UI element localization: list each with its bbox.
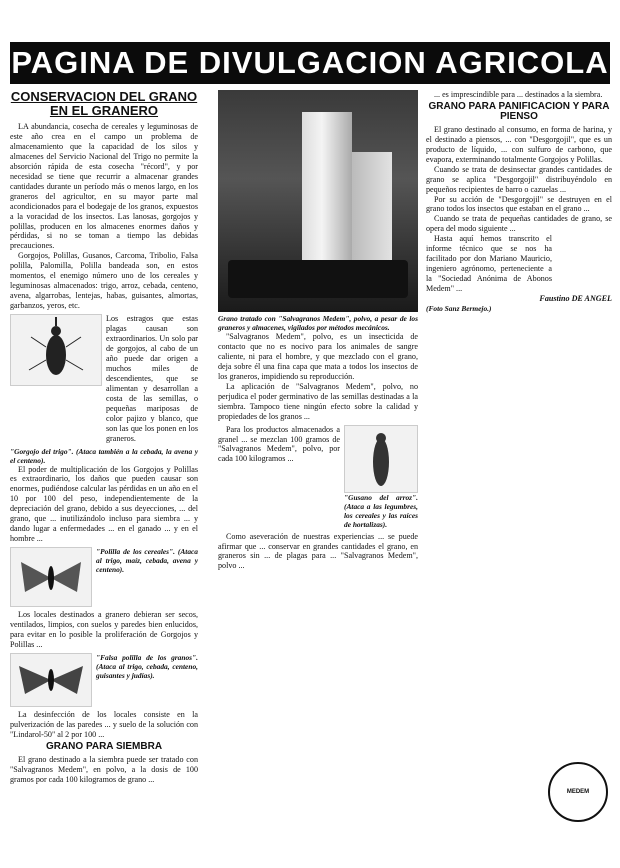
paragraph: La aplicación de "Salvagranos Medem", polvo, no perjudica el poder germinativo de las semillas destinadas a la siembra. Tampoco tiene ningún efecto sobre la calidad y propiedades de los granos ... <box>218 381 418 421</box>
caption-photo: Grano tratado con "Salvagranos Medem", polvo, a pesar de los graneros y almacenes, vigilados por métodos mecánicos. <box>218 314 418 332</box>
false-moth-illustration <box>10 653 92 707</box>
caption-gorgojo: "Gorgojo del trigo". (Ataca también a la cebada, la avena y el centeno). <box>10 446 198 465</box>
paragraph: Hasta aquí hemos transcrito el informe técnico que se nos ha facilitado por don Mariano Mauricio, ingeniero agrónomo, perteneciente a la "Sociedad Anónima de Abonos Medem" ... <box>426 234 552 294</box>
paragraph: Como aseveración de nuestras experiencias ... se puede afirmar que ... conservar en grandes cantidades el grano, en graneros sin ... de plagas para ... "Salvagranos Medem", polvo ... <box>218 531 418 571</box>
worm-illustration <box>344 425 418 493</box>
false-moth-icon <box>11 654 91 706</box>
photo-credit: (Foto Sanz Bermejo.) <box>426 304 492 314</box>
paragraph: La desinfección de los locales consiste en la pulverización de las paredes ... y suelo de la solución con "Lindarol-50" al 2 por 100 ... <box>10 709 198 739</box>
column-3 <box>426 90 612 313</box>
weevil-icon <box>11 315 101 385</box>
paragraph: Los estragos que estas plagas causan son extraordinarios. Un solo par de gorgojos, al cabo de un año puede dar origen a muchos miles de descendientes, que se alimentan y desarrollan a costa de las semillas, o pequeñas mariposas de color pajizo y blanco, que son las que los ponen en los graneros. <box>106 314 198 443</box>
weevil-illustration <box>10 314 102 386</box>
column-1 <box>10 90 198 785</box>
worm-icon <box>345 426 417 492</box>
moth-icon <box>11 548 91 606</box>
paragraph: Por su acción de "Desgorgojil" se destruyen en el grano todos los insectos que estaban en el grano ... <box>426 194 612 214</box>
main-heading: CONSERVACION DEL GRANO EN EL GRANERO <box>10 89 198 118</box>
paragraph: Cuando se trata de desinsectar grandes cantidades de grano se aplica "Desgorgojil" distribuyéndolo en pequeños recipientes de barro o cazuelas ... <box>426 164 612 194</box>
paragraph: El grano destinado a la siembra puede ser tratado con "Salvagranos Medem", en polvo, a la dosis de 100 gramos por cada 100 kilogramos de grano ... <box>10 754 198 784</box>
paragraph: Gorgojos, Polillas, Gusanos, Carcoma, Tribolio, Falsa polilla, Palomilla, Polilla bandeada son, en estos momentos, el enemigo número uno de los cereales y leguminosas almacenados: trigo, arroz, cebada, centeno, avena, algarrobas, lentejas, habas, guisantes, almortas, garbanzos, yeros, etc. <box>10 251 198 311</box>
page-banner: PAGINA DE DIVULGACION AGRICOLA <box>10 42 610 84</box>
paragraph: El poder de multiplicación de los Gorgojos y Polillas es extraordinario, los daños que pueden causar son enormes, pudiéndose calcular las pérdidas en un año en el 10 por 100 del peso, independientemente de la depreciación del grano, debido a sus deyecciones, ... del grano, que ... inutilizándolo incluso para siembra ... y dando lugar a enfermedades ... en el ganado ... y en el hombre ... <box>10 464 198 544</box>
paragraph: Los locales destinados a granero debieran ser secos, ventilados, limpios, con suelos y paredes bien enlucidos, para evitar en lo posible la proliferación de Gorgojos y Polillas ... <box>10 610 198 649</box>
granary-photo <box>218 90 418 312</box>
moth-illustration <box>10 547 92 607</box>
section-heading: GRANO PARA SIEMBRA <box>45 740 163 752</box>
caption-falsa-polilla: "Falsa polilla de los granos". (Ataca al trigo, cebada, centeno, guisantes y judías). <box>96 652 198 680</box>
trucks <box>228 260 408 298</box>
author-signature: Faustino DE ANGEL <box>539 294 612 304</box>
section-heading: GRANO PARA PANIFICACION Y PARA PIENSO <box>428 100 610 122</box>
paragraph: Para los productos almacenados a granel ... se mezclan 100 gramos de "Salvagranos Medem", polvo, por cada 100 kilogramos ... <box>218 424 340 464</box>
paragraph: Cuando se trata de pequeñas cantidades de grano, se opera del modo siguiente ... <box>426 214 612 234</box>
medem-seal: MEDEM <box>548 762 608 822</box>
paragraph: El grano destinado al consumo, en forma de harina, y el destinado a piensos, ... con "Desgorgojil", que es un producto de líquido, ... con sulfuro de carbono, que evapora, exterminando totalmente Gorgojos y Polillas. <box>426 124 612 164</box>
column-2 <box>218 90 418 571</box>
caption-gusano: "Gusano del arroz". (Ataca a las legumbres, los cereales y las raíces de hortalizas). <box>344 492 418 529</box>
paragraph: "Salvagranos Medem", polvo, es un insecticida de contacto que no es nocivo para los animales de sangre caliente, ni para el hombre, y que mezclado con el grano, deja sobre él una fina capa que mata a todos los insectos de los graneros, impidiendo su reproducción. <box>218 332 418 381</box>
silo-tower <box>302 112 352 262</box>
silo-annex <box>352 152 392 262</box>
paragraph: ... es imprescindible para ... destinados a la siembra. <box>434 90 603 99</box>
paragraph: LA abundancia, cosecha de cereales y leguminosas de este año crea en el campo un problema de almacenamiento que la capacidad de los silos y almacenes del Servicio Nacional del Trigo no permite la absorción rápida de esta cosecha "récord", y por necesidad se tiene que recurrir a almacenar grandes cantidades durante un período más o menos largo, en los graneros del agricultor, en su mayor parte mal acondicionados para el bodegaje de los granos, expuestos a la voracidad de los insectos. Las lanosas, gorgojos y polillas, producen en los almacenes enormes daños y pérdidas, si no se toman a tiempo las debidas precauciones. <box>10 122 198 251</box>
caption-polilla-cereales: "Polilla de los cereales". (Ataca al trigo, maíz, cebada, avena y centeno). <box>96 547 198 575</box>
